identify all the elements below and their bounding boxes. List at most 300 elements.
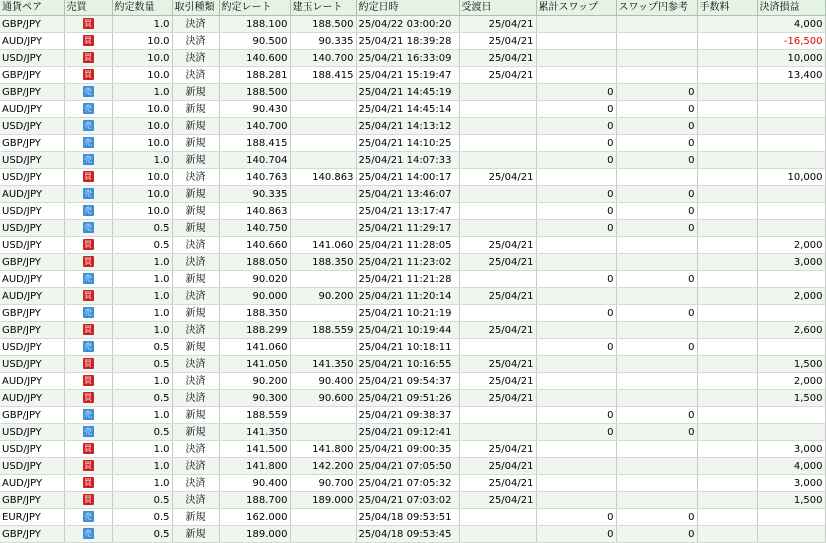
cell-exec-rate: 188.050 [219, 254, 290, 271]
col-header-quantity[interactable]: 約定数量 [112, 0, 172, 16]
cell-cumulative-swap: 0 [536, 339, 616, 356]
cell-cumulative-swap: 0 [536, 509, 616, 526]
cell-pair: GBP/JPY [0, 322, 64, 339]
cell-quantity: 10.0 [112, 203, 172, 220]
cell-side [64, 526, 112, 543]
cell-exec-rate: 188.415 [219, 135, 290, 152]
table-row[interactable] [0, 441, 825, 458]
cell-swap-yen-ref: 0 [616, 135, 697, 152]
cell-swap-yen-ref [616, 492, 697, 509]
cell-side [64, 16, 112, 33]
buy-badge-icon: 買 [84, 257, 92, 266]
cell-quantity: 1.0 [112, 271, 172, 288]
cell-position-rate [290, 509, 356, 526]
cell-quantity: 1.0 [112, 475, 172, 492]
cell-exec-rate: 188.500 [219, 84, 290, 101]
cell-side [64, 254, 112, 271]
buy-badge-icon: 買 [84, 325, 92, 334]
cell-side [64, 492, 112, 509]
cell-delivery-date [459, 186, 536, 203]
cell-cumulative-swap: 0 [536, 220, 616, 237]
cell-swap-yen-ref [616, 390, 697, 407]
cell-quantity: 1.0 [112, 373, 172, 390]
table-row[interactable] [0, 356, 825, 373]
cell-settlement-pl [757, 135, 825, 152]
cell-quantity: 1.0 [112, 84, 172, 101]
cell-pair: USD/JPY [0, 220, 64, 237]
cell-fee [697, 67, 757, 84]
cell-cumulative-swap: 0 [536, 152, 616, 169]
sell-badge-icon: 売 [84, 87, 92, 96]
cell-settlement-pl: 2,600 [757, 322, 825, 339]
cell-side [64, 373, 112, 390]
cell-settlement-pl [757, 118, 825, 135]
cell-cumulative-swap: 0 [536, 84, 616, 101]
sell-badge-icon: 売 [84, 512, 92, 521]
cell-position-rate [290, 305, 356, 322]
cell-cumulative-swap: 0 [536, 526, 616, 543]
cell-exec-datetime: 25/04/21 09:38:37 [356, 407, 459, 424]
cell-swap-yen-ref: 0 [616, 407, 697, 424]
cell-cumulative-swap [536, 322, 616, 339]
cell-settlement-pl: 2,000 [757, 288, 825, 305]
buy-badge-icon: 買 [84, 495, 92, 504]
cell-exec-datetime: 25/04/21 13:46:07 [356, 186, 459, 203]
table-row[interactable] [0, 390, 825, 407]
cell-pair: USD/JPY [0, 424, 64, 441]
cell-delivery-date: 25/04/21 [459, 441, 536, 458]
cell-cumulative-swap [536, 373, 616, 390]
buy-badge-icon: 買 [84, 291, 92, 300]
cell-settlement-pl [757, 84, 825, 101]
cell-settlement-pl: 2,000 [757, 237, 825, 254]
cell-fee [697, 424, 757, 441]
cell-quantity: 10.0 [112, 50, 172, 67]
cell-exec-datetime: 25/04/21 09:12:41 [356, 424, 459, 441]
cell-swap-yen-ref [616, 441, 697, 458]
cell-pair: EUR/JPY [0, 509, 64, 526]
cell-trade-type: 決済 [172, 322, 219, 339]
col-header-swap-yen-ref[interactable]: スワップ円参考 [616, 0, 697, 16]
cell-delivery-date [459, 118, 536, 135]
cell-quantity: 1.0 [112, 16, 172, 33]
buy-badge-icon: 買 [84, 240, 92, 249]
sell-badge-icon: 売 [84, 189, 92, 198]
cell-settlement-pl: 3,000 [757, 441, 825, 458]
cell-pair: AUD/JPY [0, 186, 64, 203]
sell-badge-icon: 売 [84, 104, 92, 113]
cell-position-rate: 140.863 [290, 169, 356, 186]
cell-pair: AUD/JPY [0, 475, 64, 492]
cell-cumulative-swap [536, 237, 616, 254]
cell-swap-yen-ref: 0 [616, 305, 697, 322]
table-row[interactable] [0, 254, 825, 271]
cell-exec-rate: 90.430 [219, 101, 290, 118]
col-header-side[interactable]: 売買 [64, 0, 112, 16]
cell-side [64, 322, 112, 339]
cell-fee [697, 356, 757, 373]
cell-swap-yen-ref [616, 475, 697, 492]
cell-side [64, 509, 112, 526]
col-header-exec-datetime[interactable]: 約定日時 [356, 0, 459, 16]
cell-quantity: 10.0 [112, 186, 172, 203]
cell-delivery-date [459, 407, 536, 424]
cell-quantity: 0.5 [112, 339, 172, 356]
cell-pair: USD/JPY [0, 118, 64, 135]
cell-cumulative-swap [536, 288, 616, 305]
cell-quantity: 0.5 [112, 220, 172, 237]
cell-delivery-date: 25/04/21 [459, 356, 536, 373]
cell-delivery-date: 25/04/21 [459, 67, 536, 84]
cell-side [64, 152, 112, 169]
cell-cumulative-swap [536, 16, 616, 33]
col-header-fee[interactable]: 手数料 [697, 0, 757, 16]
cell-pair: USD/JPY [0, 458, 64, 475]
cell-quantity: 0.5 [112, 424, 172, 441]
col-header-trade-type[interactable]: 取引種類 [172, 0, 219, 16]
cell-position-rate: 189.000 [290, 492, 356, 509]
cell-exec-rate: 140.763 [219, 169, 290, 186]
col-header-pair[interactable]: 通貨ペア [0, 0, 64, 16]
sell-badge-icon: 売 [84, 138, 92, 147]
cell-settlement-pl: 10,000 [757, 169, 825, 186]
cell-settlement-pl: 10,000 [757, 50, 825, 67]
cell-exec-rate: 140.700 [219, 118, 290, 135]
cell-side [64, 390, 112, 407]
cell-delivery-date: 25/04/21 [459, 237, 536, 254]
table-row[interactable] [0, 526, 825, 543]
cell-fee [697, 322, 757, 339]
table-row[interactable] [0, 16, 825, 33]
cell-position-rate: 188.350 [290, 254, 356, 271]
cell-delivery-date [459, 509, 536, 526]
cell-swap-yen-ref: 0 [616, 203, 697, 220]
cell-side [64, 203, 112, 220]
cell-delivery-date: 25/04/21 [459, 254, 536, 271]
cell-position-rate: 140.700 [290, 50, 356, 67]
cell-fee [697, 237, 757, 254]
cell-trade-type: 新規 [172, 203, 219, 220]
cell-position-rate: 90.600 [290, 390, 356, 407]
sell-badge-icon: 売 [84, 427, 92, 436]
cell-trade-type: 新規 [172, 271, 219, 288]
cell-delivery-date [459, 526, 536, 543]
table-row[interactable] [0, 84, 825, 101]
cell-side [64, 475, 112, 492]
cell-cumulative-swap [536, 492, 616, 509]
cell-position-rate: 141.060 [290, 237, 356, 254]
cell-exec-datetime: 25/04/21 16:33:09 [356, 50, 459, 67]
cell-pair: USD/JPY [0, 339, 64, 356]
buy-badge-icon: 買 [84, 359, 92, 368]
table-row[interactable] [0, 186, 825, 203]
cell-pair: AUD/JPY [0, 373, 64, 390]
cell-exec-rate: 140.704 [219, 152, 290, 169]
cell-exec-rate: 141.060 [219, 339, 290, 356]
cell-pair: AUD/JPY [0, 101, 64, 118]
cell-quantity: 1.0 [112, 288, 172, 305]
cell-pair: AUD/JPY [0, 390, 64, 407]
cell-exec-rate: 140.660 [219, 237, 290, 254]
cell-exec-datetime: 25/04/21 10:18:11 [356, 339, 459, 356]
col-header-exec-rate[interactable]: 約定レート [219, 0, 290, 16]
cell-trade-type: 新規 [172, 305, 219, 322]
cell-side [64, 288, 112, 305]
cell-settlement-pl [757, 152, 825, 169]
cell-exec-rate: 140.863 [219, 203, 290, 220]
cell-trade-type: 決済 [172, 458, 219, 475]
cell-exec-rate: 90.000 [219, 288, 290, 305]
table-row[interactable] [0, 203, 825, 220]
cell-position-rate: 90.700 [290, 475, 356, 492]
cell-fee [697, 339, 757, 356]
cell-side [64, 424, 112, 441]
cell-pair: GBP/JPY [0, 492, 64, 509]
cell-fee [697, 169, 757, 186]
cell-exec-rate: 188.700 [219, 492, 290, 509]
cell-position-rate [290, 271, 356, 288]
cell-exec-datetime: 25/04/21 14:07:33 [356, 152, 459, 169]
cell-trade-type: 決済 [172, 169, 219, 186]
cell-trade-type: 決済 [172, 33, 219, 50]
cell-exec-datetime: 25/04/21 14:13:12 [356, 118, 459, 135]
cell-fee [697, 33, 757, 50]
cell-trade-type: 決済 [172, 288, 219, 305]
cell-position-rate [290, 84, 356, 101]
cell-exec-datetime: 25/04/21 14:45:14 [356, 101, 459, 118]
cell-delivery-date [459, 424, 536, 441]
cell-exec-rate: 90.300 [219, 390, 290, 407]
cell-cumulative-swap: 0 [536, 186, 616, 203]
cell-exec-rate: 188.281 [219, 67, 290, 84]
cell-settlement-pl: 4,000 [757, 16, 825, 33]
sell-badge-icon: 売 [84, 121, 92, 130]
cell-delivery-date [459, 203, 536, 220]
cell-delivery-date: 25/04/21 [459, 492, 536, 509]
table-row[interactable] [0, 67, 825, 84]
cell-delivery-date: 25/04/21 [459, 373, 536, 390]
sell-badge-icon: 売 [84, 274, 92, 283]
table-row[interactable] [0, 101, 825, 118]
cell-delivery-date: 25/04/21 [459, 458, 536, 475]
cell-exec-datetime: 25/04/21 14:10:25 [356, 135, 459, 152]
cell-trade-type: 新規 [172, 84, 219, 101]
cell-position-rate: 141.800 [290, 441, 356, 458]
cell-trade-type: 決済 [172, 373, 219, 390]
cell-exec-datetime: 25/04/21 11:28:05 [356, 237, 459, 254]
cell-fee [697, 271, 757, 288]
cell-delivery-date: 25/04/21 [459, 169, 536, 186]
header-row [0, 0, 825, 16]
cell-pair: GBP/JPY [0, 407, 64, 424]
cell-exec-rate: 90.020 [219, 271, 290, 288]
cell-fee [697, 254, 757, 271]
buy-badge-icon: 買 [84, 53, 92, 62]
table-row[interactable] [0, 492, 825, 509]
table-row[interactable] [0, 458, 825, 475]
cell-exec-rate: 90.200 [219, 373, 290, 390]
cell-position-rate [290, 101, 356, 118]
cell-delivery-date [459, 84, 536, 101]
col-header-settlement-pl[interactable]: 決済損益 [757, 0, 825, 16]
cell-exec-datetime: 25/04/21 10:21:19 [356, 305, 459, 322]
table-row[interactable] [0, 220, 825, 237]
col-header-cumulative-swap[interactable]: 累計スワップ [536, 0, 616, 16]
table-row[interactable] [0, 288, 825, 305]
table-row[interactable] [0, 373, 825, 390]
cell-cumulative-swap: 0 [536, 135, 616, 152]
cell-fee [697, 152, 757, 169]
cell-exec-datetime: 25/04/21 09:00:35 [356, 441, 459, 458]
cell-settlement-pl: 1,500 [757, 390, 825, 407]
cell-side [64, 407, 112, 424]
cell-position-rate [290, 118, 356, 135]
cell-trade-type: 新規 [172, 135, 219, 152]
table-row[interactable] [0, 237, 825, 254]
cell-position-rate [290, 526, 356, 543]
table-row[interactable] [0, 509, 825, 526]
cell-swap-yen-ref [616, 356, 697, 373]
cell-exec-rate: 188.100 [219, 16, 290, 33]
cell-delivery-date [459, 152, 536, 169]
cell-position-rate [290, 203, 356, 220]
cell-cumulative-swap [536, 67, 616, 84]
cell-pair: USD/JPY [0, 203, 64, 220]
cell-quantity: 1.0 [112, 305, 172, 322]
buy-badge-icon: 買 [84, 70, 92, 79]
table-row[interactable] [0, 135, 825, 152]
cell-delivery-date: 25/04/21 [459, 475, 536, 492]
buy-badge-icon: 買 [84, 393, 92, 402]
cell-position-rate [290, 339, 356, 356]
buy-badge-icon: 買 [84, 172, 92, 181]
cell-exec-datetime: 25/04/21 11:20:14 [356, 288, 459, 305]
cell-quantity: 10.0 [112, 101, 172, 118]
cell-settlement-pl: -16,500 [757, 33, 825, 50]
cell-side [64, 67, 112, 84]
cell-swap-yen-ref: 0 [616, 424, 697, 441]
cell-settlement-pl: 1,500 [757, 356, 825, 373]
cell-pair: GBP/JPY [0, 67, 64, 84]
cell-fee [697, 288, 757, 305]
cell-side [64, 101, 112, 118]
cell-pair: GBP/JPY [0, 16, 64, 33]
cell-cumulative-swap: 0 [536, 118, 616, 135]
cell-swap-yen-ref: 0 [616, 271, 697, 288]
cell-position-rate: 188.559 [290, 322, 356, 339]
cell-delivery-date: 25/04/21 [459, 50, 536, 67]
cell-cumulative-swap: 0 [536, 271, 616, 288]
cell-cumulative-swap [536, 390, 616, 407]
table-row[interactable] [0, 152, 825, 169]
cell-side [64, 50, 112, 67]
cell-exec-datetime: 25/04/21 14:45:19 [356, 84, 459, 101]
sell-badge-icon: 売 [84, 206, 92, 215]
buy-badge-icon: 買 [84, 376, 92, 385]
table-row[interactable] [0, 50, 825, 67]
cell-trade-type: 新規 [172, 152, 219, 169]
cell-cumulative-swap: 0 [536, 407, 616, 424]
cell-cumulative-swap: 0 [536, 424, 616, 441]
cell-side [64, 458, 112, 475]
buy-badge-icon: 買 [84, 478, 92, 487]
cell-side [64, 220, 112, 237]
cell-trade-type: 決済 [172, 475, 219, 492]
cell-exec-datetime: 25/04/21 11:23:02 [356, 254, 459, 271]
table-row[interactable] [0, 271, 825, 288]
cell-trade-type: 新規 [172, 220, 219, 237]
cell-settlement-pl: 1,500 [757, 492, 825, 509]
cell-settlement-pl: 4,000 [757, 458, 825, 475]
cell-exec-rate: 188.350 [219, 305, 290, 322]
cell-trade-type: 新規 [172, 339, 219, 356]
cell-exec-rate: 140.600 [219, 50, 290, 67]
table-row[interactable] [0, 407, 825, 424]
cell-quantity: 1.0 [112, 322, 172, 339]
cell-exec-datetime: 25/04/21 07:03:02 [356, 492, 459, 509]
cell-settlement-pl [757, 186, 825, 203]
table-row[interactable] [0, 322, 825, 339]
table-row[interactable] [0, 305, 825, 322]
cell-cumulative-swap [536, 254, 616, 271]
sell-badge-icon: 売 [84, 308, 92, 317]
cell-swap-yen-ref [616, 254, 697, 271]
cell-exec-datetime: 25/04/21 07:05:50 [356, 458, 459, 475]
cell-trade-type: 決済 [172, 441, 219, 458]
cell-exec-rate: 188.559 [219, 407, 290, 424]
cell-trade-type: 新規 [172, 424, 219, 441]
cell-cumulative-swap [536, 356, 616, 373]
table-row[interactable] [0, 169, 825, 186]
cell-pair: USD/JPY [0, 169, 64, 186]
cell-position-rate: 188.415 [290, 67, 356, 84]
cell-delivery-date: 25/04/21 [459, 16, 536, 33]
table-row[interactable] [0, 424, 825, 441]
cell-settlement-pl [757, 424, 825, 441]
cell-side [64, 33, 112, 50]
cell-cumulative-swap [536, 169, 616, 186]
cell-delivery-date [459, 220, 536, 237]
cell-cumulative-swap: 0 [536, 203, 616, 220]
cell-settlement-pl [757, 526, 825, 543]
buy-badge-icon: 買 [84, 19, 92, 28]
table-row[interactable] [0, 475, 825, 492]
cell-delivery-date: 25/04/21 [459, 322, 536, 339]
cell-quantity: 1.0 [112, 458, 172, 475]
cell-settlement-pl [757, 220, 825, 237]
cell-fee [697, 458, 757, 475]
cell-exec-datetime: 25/04/22 03:00:20 [356, 16, 459, 33]
cell-delivery-date [459, 305, 536, 322]
cell-delivery-date: 25/04/21 [459, 33, 536, 50]
cell-pair: AUD/JPY [0, 288, 64, 305]
cell-swap-yen-ref [616, 67, 697, 84]
table-row[interactable] [0, 33, 825, 50]
table-row[interactable] [0, 118, 825, 135]
cell-cumulative-swap [536, 458, 616, 475]
sell-badge-icon: 売 [84, 529, 92, 538]
cell-exec-datetime: 25/04/21 15:19:47 [356, 67, 459, 84]
table-row[interactable] [0, 339, 825, 356]
cell-position-rate: 141.350 [290, 356, 356, 373]
cell-side [64, 271, 112, 288]
col-header-delivery-date[interactable]: 受渡日 [459, 0, 536, 16]
buy-badge-icon: 買 [84, 36, 92, 45]
col-header-position-rate[interactable]: 建玉レート [290, 0, 356, 16]
cell-position-rate: 142.200 [290, 458, 356, 475]
cell-exec-rate: 141.800 [219, 458, 290, 475]
cell-fee [697, 373, 757, 390]
